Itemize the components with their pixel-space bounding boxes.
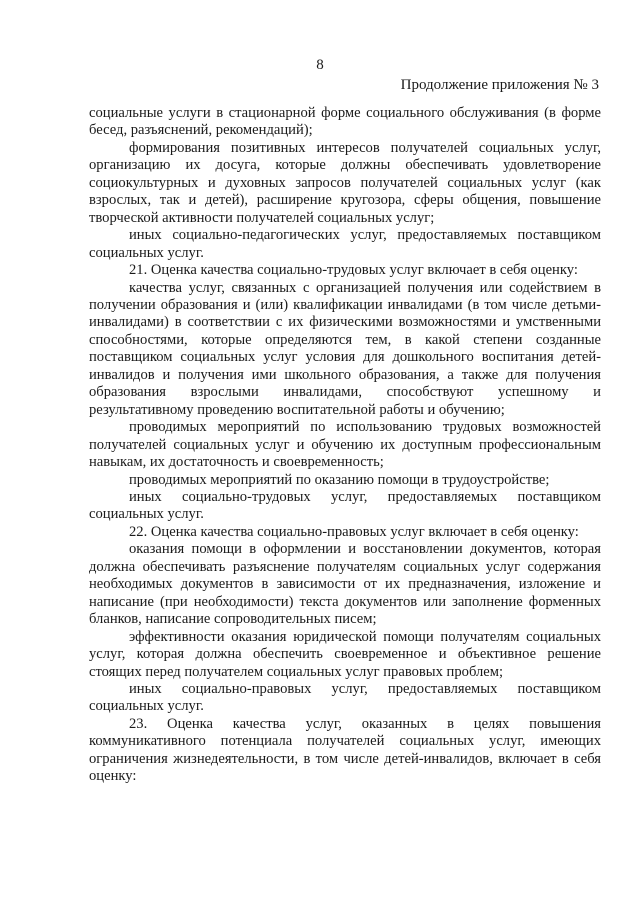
paragraph: проводимых мероприятий по использованию трудовых возможностей получателей социальных услуг и обучению их доступным профессиональным навыкам, их достаточность и своевременность;	[89, 419, 601, 471]
paragraph: социальные услуги в стационарной форме социального обслуживания (в форме бесед, разъяснений, рекомендаций);	[89, 105, 601, 139]
paragraph: иных социально-трудовых услуг, предоставляемых поставщиком социальных услуг.	[89, 488, 601, 523]
paragraph: иных социально-педагогических услуг, предоставляемых поставщиком социальных услуг.	[89, 227, 601, 261]
paragraph: формирования позитивных интересов получателей социальных услуг, организацию их досуга, которые должны обеспечивать удовлетворение социокультурных и духовных запросов получателей социальных услуг (как взрослых, так и детей), расширение кругозора, сферы общения, повышение творческой активности получателей социальных услуг;	[89, 139, 601, 226]
section-heading-21: 21. Оценка качества социально-трудовых услуг включает в себя оценку:	[129, 262, 578, 279]
paragraph: иных социально-правовых услуг, предоставляемых поставщиком социальных услуг.	[89, 680, 601, 715]
paragraph: качества услуг, связанных с организацией получения или содействием в получении образования и (или) квалификации инвалидами (в том числе детьми-инвалидами) в соответствии с их физическими возможностями и умственными способностями, которые определяются тем, в какой степени созданные поставщиком социальных услуг условия для дошкольного воспитания детей-инвалидов и получения ими школьного образования, а также для получения образования взрослыми инвалидами, способствуют успешному и результативному проведению воспитательной работы и обучению;	[89, 279, 601, 418]
appendix-header: Продолжение приложения № 3	[400, 77, 599, 93]
paragraph: эффективности оказания юридической помощи получателям социальных услуг, которая должна обеспечить своевременное и объективное решение стоящих перед получателем социальных услуг правовых проблем;	[89, 628, 601, 680]
document-body	[89, 105, 601, 786]
section-heading-22: 22. Оценка качества социально-правовых услуг включает в себя оценку:	[129, 523, 579, 540]
page-number: 8	[316, 57, 324, 73]
section-heading-23: 23. Оценка качества услуг, оказанных в целях повышения коммуникативного потенциала получателей социальных услуг, имеющих ограничения жизнедеятельности, в том числе детей-инвалидов, включает в себя оценку:	[89, 715, 601, 785]
paragraph: проводимых мероприятий по оказанию помощи в трудоустройстве;	[129, 471, 550, 488]
paragraph: оказания помощи в оформлении и восстановлении документов, которая должна обеспечивать разъяснение получателям социальных услуг содержания необходимых документов в зависимости от их предназначения, изложение и написание (при необходимости) текста документов или заполнение форменных бланков, написание сопроводительных писем;	[89, 541, 601, 628]
